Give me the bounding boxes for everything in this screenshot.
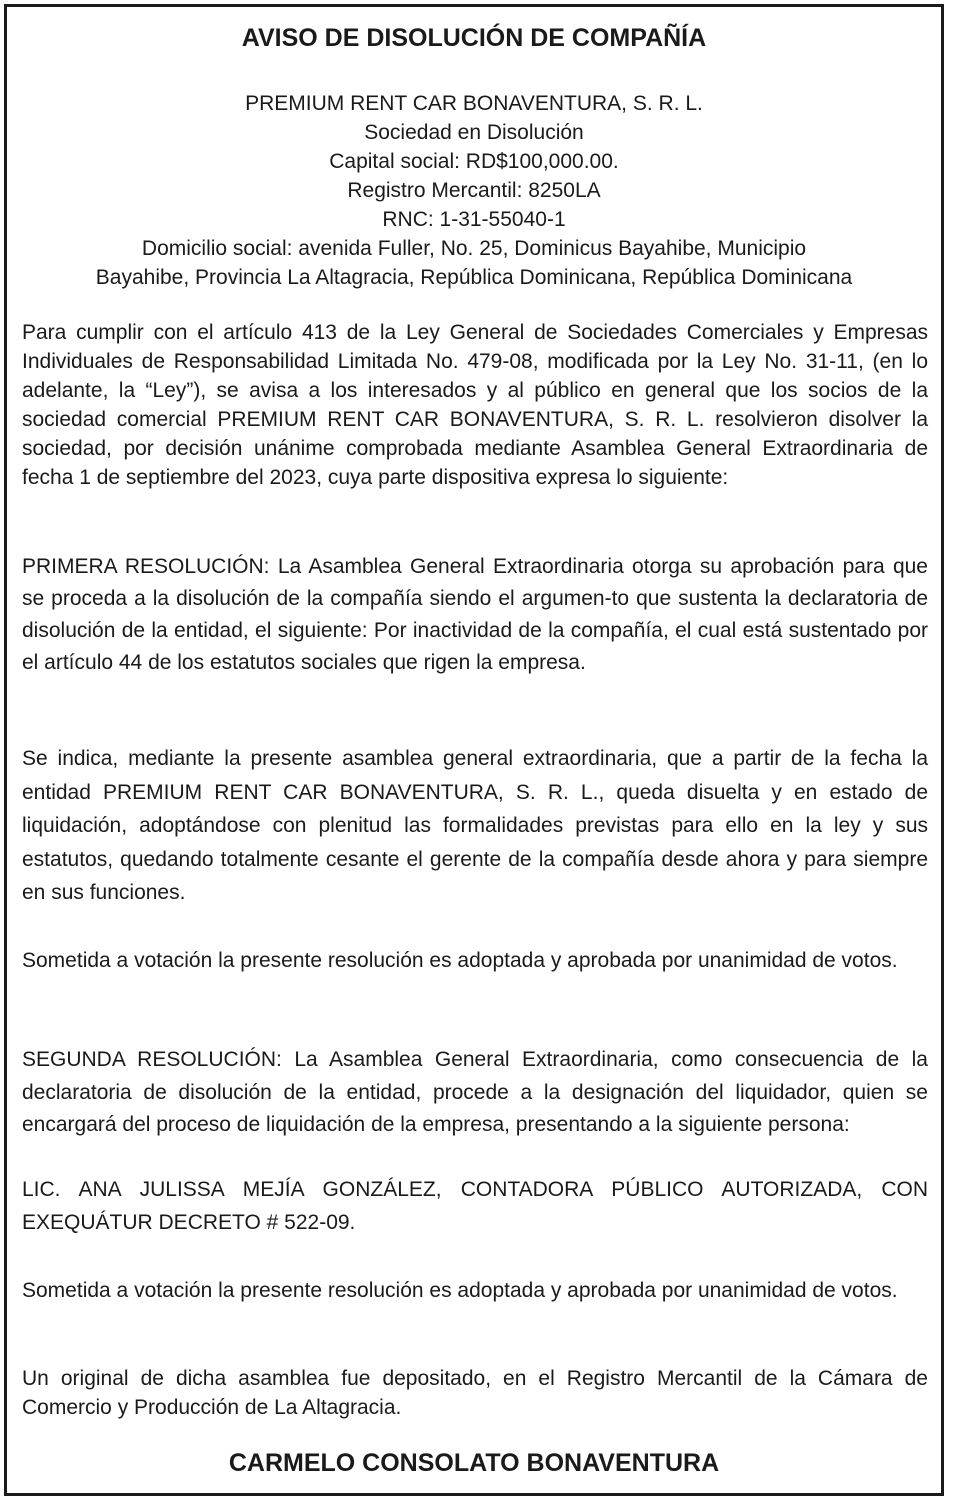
- se-indica-paragraph: Se indica, mediante la presente asamblea general extraordinaria, que a partir de la fecha la entidad PREMIUM RENT CAR BONAVENTURA, S. R. L., queda disuelta y en estado de liquidación, adoptándose con plenitud las formalidades previstas para ello en la ley y sus estatutos, quedando totalmente cesante el gerente de la compañía desde ahora y para siempre en sus funciones.: [22, 747, 928, 904]
- liquidador-paragraph: LIC. ANA JULISSA MEJÍA GONZÁLEZ, CONTADORA PÚBLICO AUTORIZADA, CON EXEQUÁTUR DECRETO # 522-09.: [22, 1178, 928, 1234]
- votacion-paragraph-2: Sometida a votación la presente resolución es adoptada y aprobada por unanimidad de votos.: [22, 1279, 898, 1302]
- primera-resolucion-paragraph: PRIMERA RESOLUCIÓN: La Asamblea General Extraordinaria otorga su aprobación para que se proceda a la disolución de la compañía siendo el argumen-to que sustenta la declaratoria de disolución de la entidad, el siguiente: Por inactividad de la compañía, el cual está sustentado por el artículo 44 de los estatutos sociales que rigen la empresa.: [22, 555, 928, 674]
- segunda-resolucion-paragraph: SEGUNDA RESOLUCIÓN: La Asamblea General Extraordinaria, como consecuencia de la declaratoria de disolución de la entidad, procede a la designación del liquidador, quien se encargará del proceso de liquidación de la empresa, presentando a la siguiente persona:: [22, 1048, 928, 1136]
- company-header: [21, 89, 927, 292]
- votacion-paragraph-1: Sometida a votación la presente resolución es adoptada y aprobada por unanimidad de votos.: [22, 949, 898, 972]
- company-address-line-2: Bayahibe, Provincia La Altagracia, República Dominicana, República Dominicana: [95, 266, 853, 289]
- company-name: PREMIUM RENT CAR BONAVENTURA, S. R. L.: [245, 92, 703, 115]
- company-rnc: RNC: 1-31-55040-1: [382, 208, 566, 231]
- company-status: Sociedad en Disolución: [364, 121, 584, 144]
- company-capital: Capital social: RD$100,000.00.: [329, 150, 619, 173]
- company-address-line-1: Domicilio social: avenida Fuller, No. 25, Dominicus Bayahibe, Municipio: [141, 237, 807, 260]
- notice-title: AVISO DE DISOLUCIÓN DE COMPAÑÍA: [241, 24, 707, 52]
- notice-frame: [4, 4, 944, 1496]
- company-registry: Registro Mercantil: 8250LA: [347, 179, 601, 202]
- intro-paragraph: Para cumplir con el artículo 413 de la Ley General de Sociedades Comerciales y Empresas Individuales de Responsabilidad Limitada No. 479-08, modificada por la Ley No. 31-11, (en lo adelante, la “Ley”), se avisa a los interesados y al público en general que los socios de la sociedad comercial PREMIUM RENT CAR BONAVENTURA, S. R. L. resolvieron disolver la sociedad, por decisión unánime comprobada mediante Asamblea General Extraordinaria de fecha 1 de septiembre del 2023, cuya parte dispositiva expresa lo siguiente:: [22, 321, 928, 489]
- signature: CARMELO CONSOLATO BONAVENTURA: [228, 1449, 720, 1477]
- deposito-paragraph: Un original de dicha asamblea fue depositado, en el Registro Mercantil de la Cámara de Comercio y Producción de La Altagracia.: [22, 1367, 928, 1419]
